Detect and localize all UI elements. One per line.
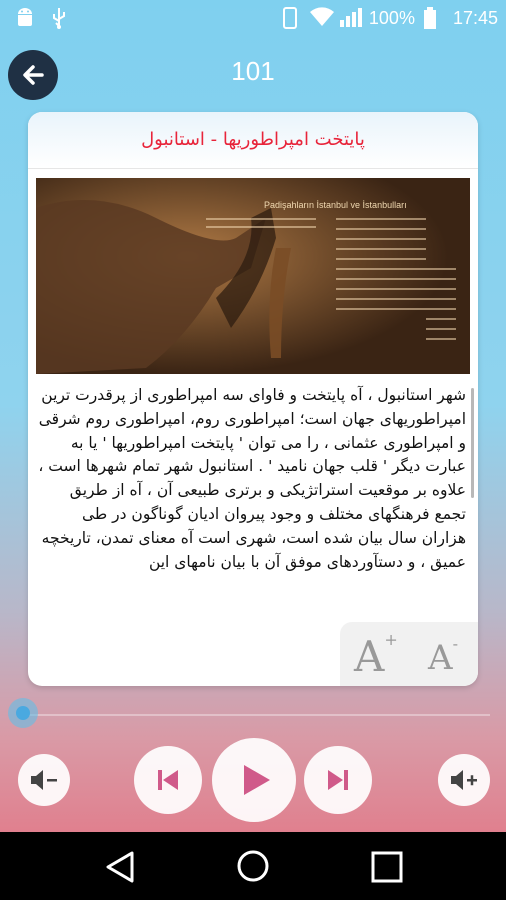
article-card	[28, 112, 478, 686]
usb-icon	[50, 6, 72, 30]
volume-down-icon	[29, 768, 59, 792]
volume-down-button[interactable]	[18, 754, 70, 806]
android-icon	[14, 6, 36, 30]
audio-seekbar[interactable]	[0, 692, 506, 738]
font-size-panel	[340, 622, 478, 686]
signal-icon	[339, 6, 361, 30]
nav-back-button[interactable]	[102, 850, 138, 884]
page-title: 101	[231, 56, 275, 86]
skip-previous-icon	[153, 765, 183, 795]
status-bar	[0, 0, 506, 38]
font-decrease-minus: -	[452, 634, 458, 653]
font-increase-button[interactable]	[354, 632, 398, 681]
font-increase-plus: +	[384, 630, 398, 649]
volume-up-button[interactable]	[438, 754, 490, 806]
article-image	[36, 178, 470, 374]
square-recents-icon	[370, 850, 404, 884]
article-body: شهر استانبول ، آه پایتخت و فاوای سه امپراطوری از پرقدرت ترین امپراطوریهای جهان است؛ امپراطوری روم، امپراطوری روم شرقی و امپراطوری عثمانی ، را می توان ' پایتخت امپراطوریها ' یا به عبارت دیگر ' قلب جهان نامید ' . استانبول شهر تمام شهرها است ، علاوه بر موقعیت استراتژیکی و برتری طبیعی آن ، آه از طریق تجمع فرهنگهای مختلف و وجود پیروان ادیان گوناگون در طی هزاران سال بیان شده است، شهری است آه معنای تمدن، تاریخچه عمیق ، و دستآوردهای موفق آن با بیان نامهای این	[38, 386, 466, 571]
system-navigation-bar	[0, 832, 506, 900]
article-title: پایتخت امپراطوریها - استانبول	[28, 112, 478, 169]
skip-next-icon	[323, 765, 353, 795]
circle-home-icon	[235, 848, 271, 884]
seekbar-track[interactable]	[22, 714, 490, 716]
image-caption: Padişahların İstanbul ve İstanbulları	[264, 200, 407, 210]
nav-home-button[interactable]	[235, 848, 271, 884]
font-decrease-button[interactable]	[428, 634, 458, 678]
font-decrease-letter: A	[428, 638, 453, 678]
text-scrollbar[interactable]	[471, 388, 474, 498]
next-button[interactable]	[304, 746, 372, 814]
battery-icon	[423, 6, 445, 30]
wifi-icon	[309, 6, 331, 30]
nav-recents-button[interactable]	[370, 850, 404, 884]
font-increase-letter: A	[354, 632, 385, 681]
triangle-back-icon	[102, 850, 138, 884]
app-header	[0, 38, 506, 104]
play-icon	[234, 760, 274, 800]
play-button[interactable]	[212, 738, 296, 822]
screen-rotation-icon	[279, 6, 301, 30]
battery-percent: 100%	[368, 7, 415, 28]
previous-button[interactable]	[134, 746, 202, 814]
volume-up-icon	[449, 768, 479, 792]
seekbar-thumb[interactable]	[8, 698, 38, 728]
clock: 17:45	[452, 7, 498, 28]
